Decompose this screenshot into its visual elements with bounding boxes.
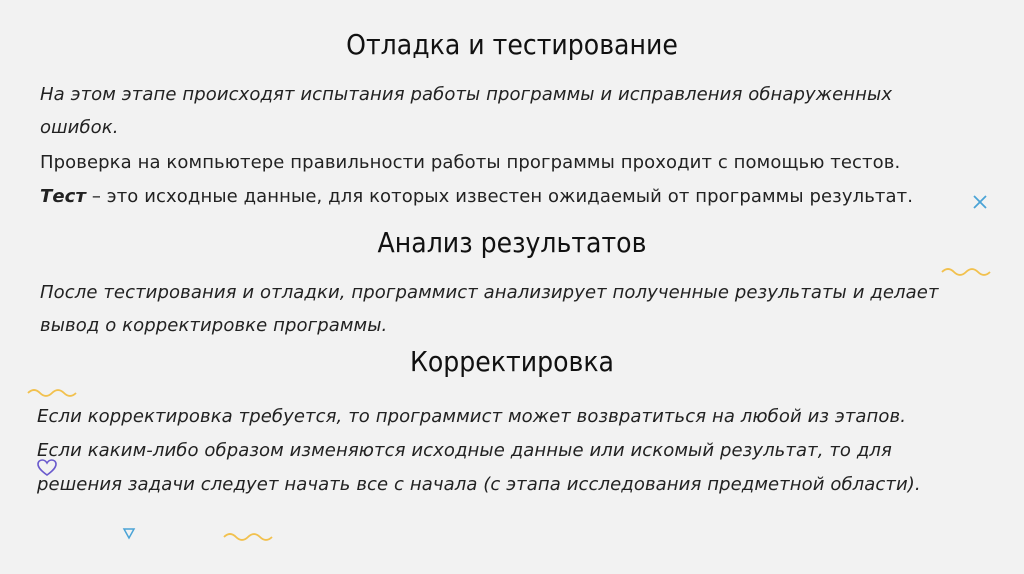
test-term: Тест: [40, 186, 86, 207]
test-definition-line: [40, 180, 913, 213]
wave-icon: [26, 386, 80, 398]
check-line: Проверка на компьютере правильности работы программы проходит с помощью тестов.: [40, 152, 901, 173]
analysis-line-1: После тестирования и отладки, программист анализирует полученные результаты и делает: [40, 282, 939, 303]
test-definition: – это исходные данные, для которых известен ожидаемый от программы результат.: [86, 186, 914, 207]
correction-line-1: Если корректировка требуется, то программист может возвратиться на любой из этапов.: [37, 406, 907, 427]
analysis-line-2: вывод о корректировке программы.: [40, 315, 388, 336]
correction-line-3: решения задачи следует начать все с начала (с этапа исследования предметной области).: [37, 474, 921, 495]
section-title-analysis: Анализ результатов: [377, 226, 647, 259]
triangle-icon: [121, 527, 137, 541]
section-title-debugging: Отладка и тестирование: [346, 28, 678, 61]
cross-icon: [970, 192, 990, 212]
intro-line-1: На этом этапе происходят испытания работы программы и исправления обнаруженных: [40, 84, 893, 105]
wave-icon: [940, 265, 994, 277]
intro-line-2: ошибок.: [40, 117, 119, 138]
wave-icon: [222, 530, 276, 542]
correction-line-2: Если каким-либо образом изменяются исходные данные или искомый результат, то для: [37, 440, 892, 461]
section-title-correction: Корректировка: [409, 345, 615, 378]
heart-icon: [36, 458, 58, 478]
